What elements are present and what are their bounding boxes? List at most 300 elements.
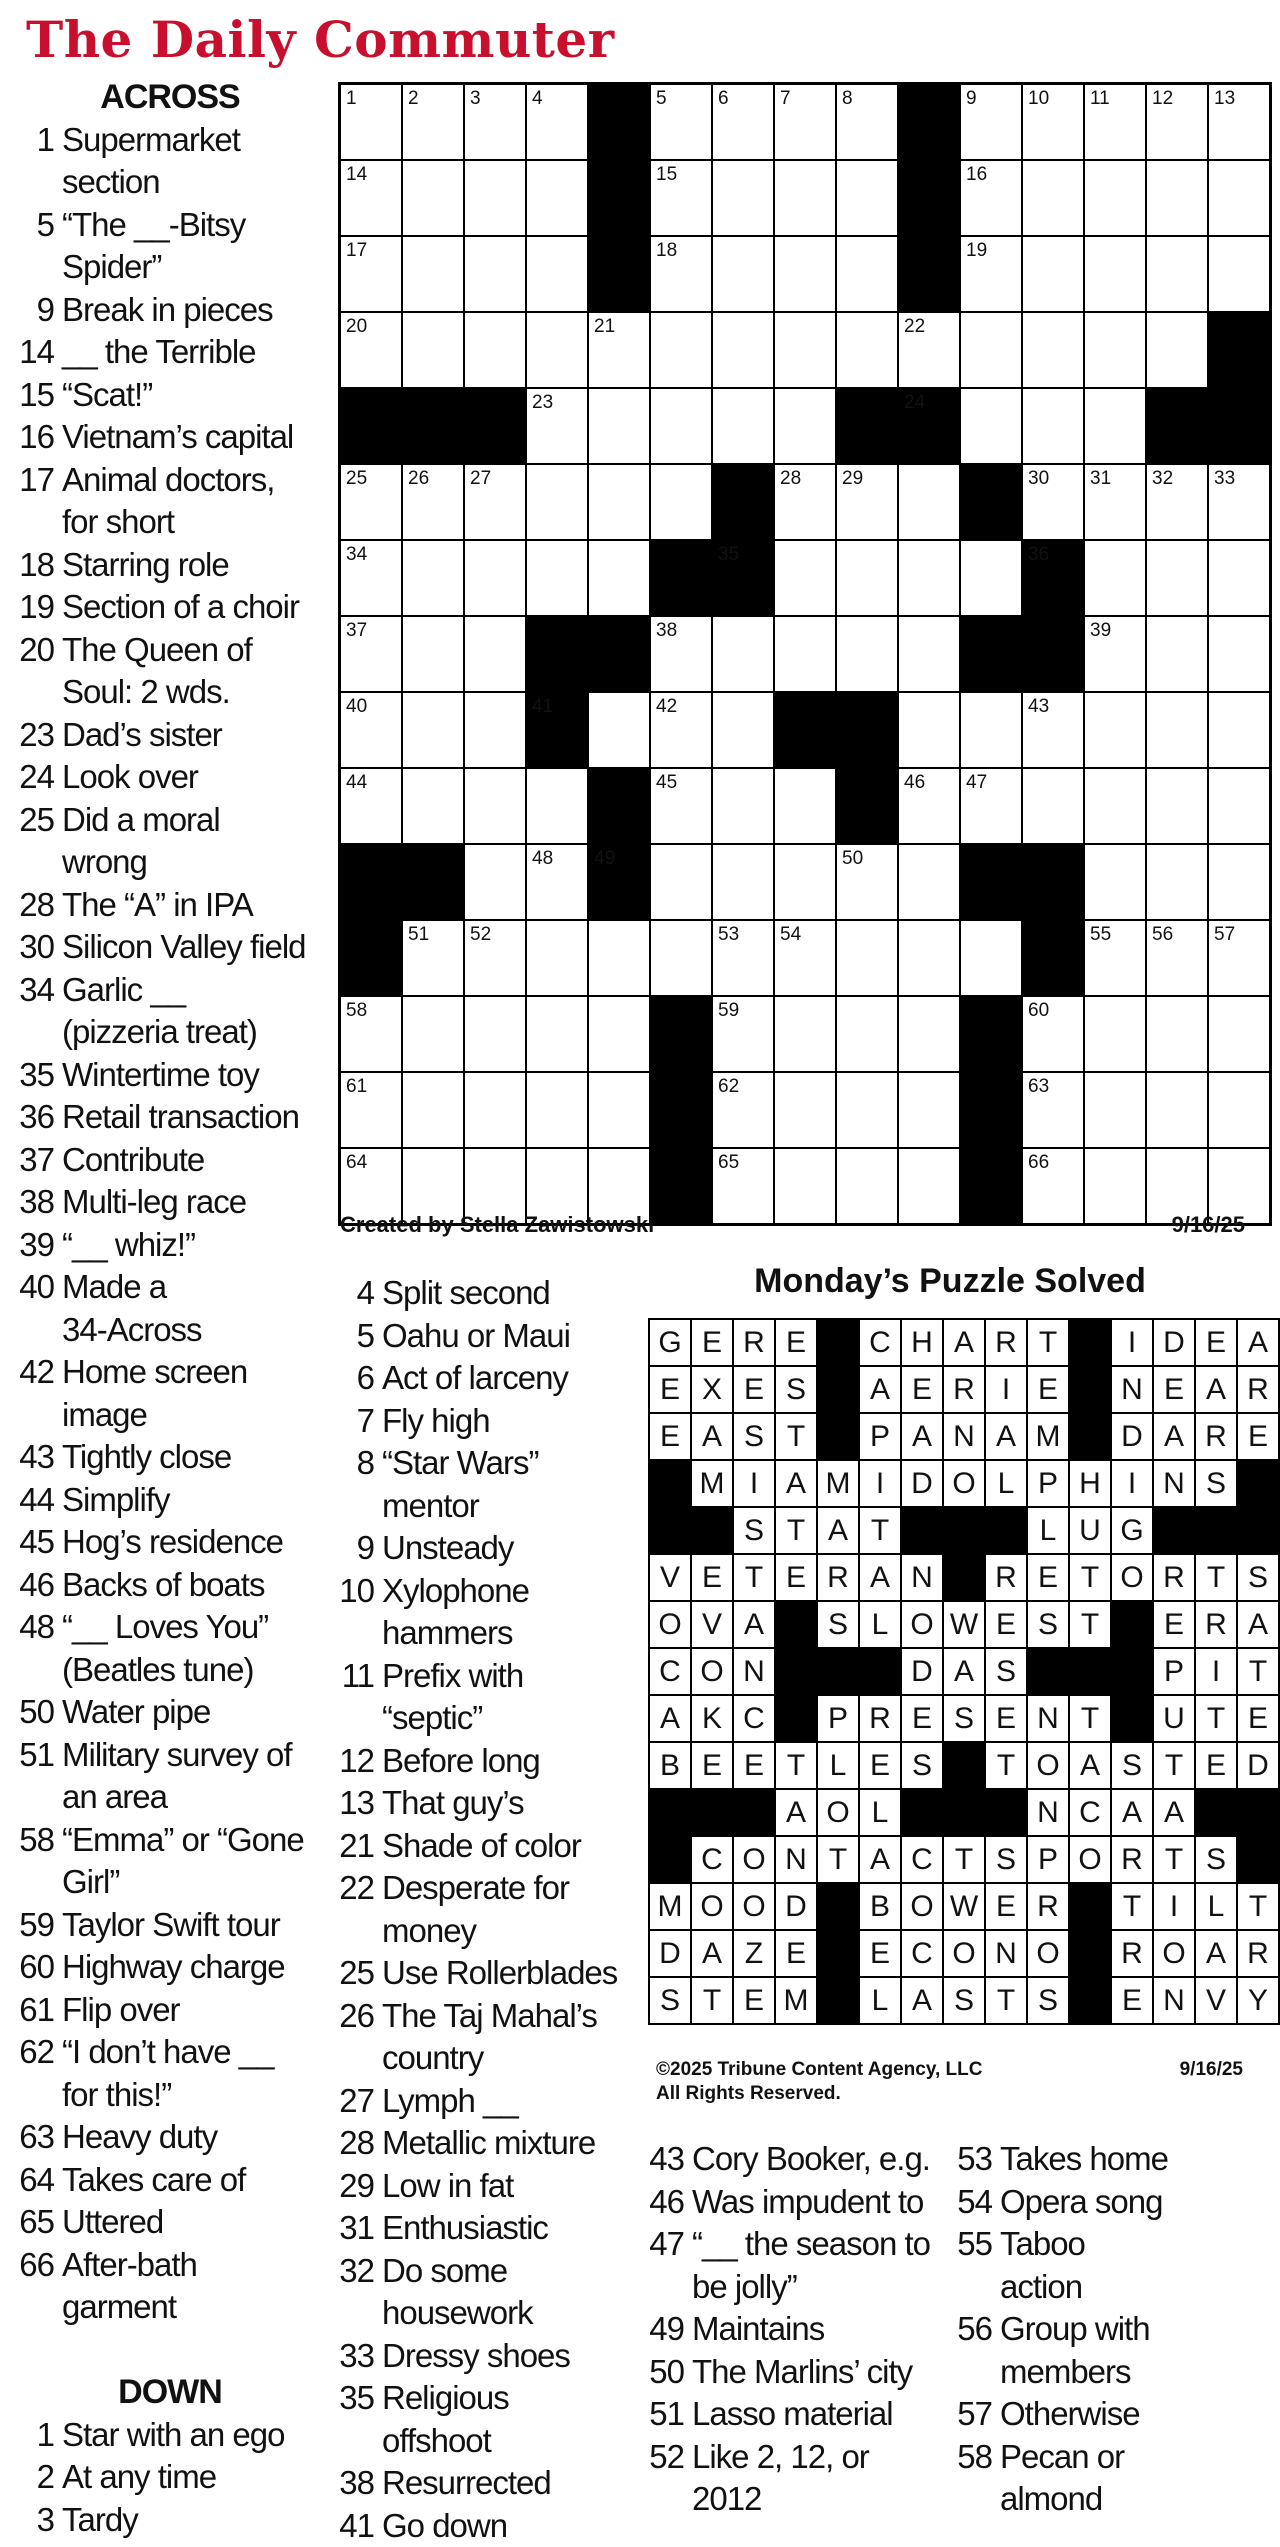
grid-cell[interactable] [403,921,463,995]
clue-number: 14 [14,331,54,374]
grid-cell[interactable] [1209,921,1269,995]
solution-black-square [1238,1508,1278,1553]
solution-letter: A [776,1790,816,1835]
solution-black-square [1070,1931,1110,1976]
clue-item [14,416,326,459]
grid-cell[interactable] [1147,237,1207,311]
grid-cell[interactable] [465,997,525,1071]
solution-letter: N [1154,1978,1194,2023]
grid-cell[interactable] [899,1149,959,1223]
grid-cell[interactable] [1147,997,1207,1071]
clue-text: Supermarket [62,119,326,162]
grid-cell[interactable] [713,1073,773,1147]
grid-cell[interactable] [1023,769,1083,843]
grid-cell[interactable] [403,617,463,691]
grid-cell[interactable] [465,541,525,615]
grid-cell[interactable] [961,693,1021,767]
clue-number [14,2286,54,2329]
solution-letter: N [1028,1790,1068,1835]
grid-cell[interactable] [961,769,1021,843]
grid-cell[interactable] [899,769,959,843]
grid-cell[interactable] [775,541,835,615]
grid-cell[interactable] [589,389,649,463]
grid-cell[interactable] [651,769,711,843]
copyright-line-1: ©2025 Tribune Content Agency, LLC [656,2058,983,2082]
clue-item [954,2138,1254,2181]
grid-cell[interactable] [1085,85,1145,159]
clue-item [14,1989,326,2032]
clue-number: 29 [336,2165,374,2208]
grid-cell[interactable] [403,997,463,1071]
clue-number: 42 [14,1351,54,1394]
grid-cell[interactable] [1023,465,1083,539]
grid-cell[interactable] [403,161,463,235]
clue-text: Lymph __ [382,2080,636,2123]
solution-letter: N [1154,1461,1194,1506]
clue-number: 50 [14,1691,54,1734]
grid-cell[interactable] [775,845,835,919]
grid-cell[interactable] [1147,769,1207,843]
clue-number [954,2478,992,2521]
solution-letter: T [1028,1320,1068,1365]
grid-cell[interactable] [899,1073,959,1147]
grid-cell[interactable] [1209,693,1269,767]
grid-cell[interactable] [713,313,773,387]
grid-cell[interactable] [775,921,835,995]
grid-cell[interactable] [465,313,525,387]
clue-text: Oahu or Maui [382,1315,636,1358]
clue-continuation [14,2286,326,2329]
grid-cell[interactable] [527,389,587,463]
solution-black-square [1112,1649,1152,1694]
clue-text: Was impudent to [692,2181,946,2224]
grid-cell[interactable] [403,85,463,159]
grid-cell[interactable] [1023,389,1083,463]
grid-cell[interactable] [1209,1073,1269,1147]
grid-cell[interactable] [837,541,897,615]
clue-number: 65 [14,2201,54,2244]
grid-cell[interactable] [589,541,649,615]
solution-letter: T [1070,1696,1110,1741]
grid-cell[interactable] [837,313,897,387]
clue-text: for short [62,501,326,544]
grid-cell[interactable] [527,769,587,843]
cell-number: 29 [842,469,863,488]
grid-cell[interactable] [899,997,959,1071]
clue-text: “The __-Bitsy [62,204,326,247]
grid-cell[interactable] [1209,845,1269,919]
clue-continuation [14,1861,326,1904]
clue-number: 59 [14,1904,54,1947]
grid-cell[interactable] [837,1149,897,1223]
clue-text: Dressy shoes [382,2335,636,2378]
grid-cell[interactable] [1209,465,1269,539]
grid-cell[interactable] [403,313,463,387]
grid-cell[interactable] [341,769,401,843]
grid-cell[interactable] [527,313,587,387]
solution-letter: X [692,1367,732,1412]
grid-cell[interactable] [589,1073,649,1147]
grid-cell[interactable] [1147,465,1207,539]
solution-letter: A [1238,1602,1278,1647]
grid-cell[interactable] [713,693,773,767]
clue-item [14,926,326,969]
grid-cell[interactable] [713,997,773,1071]
grid-cell[interactable] [961,313,1021,387]
grid-cell[interactable] [837,997,897,1071]
grid-cell[interactable] [527,85,587,159]
grid-cell[interactable] [1085,769,1145,843]
clue-continuation [14,246,326,289]
grid-cell[interactable] [341,617,401,691]
grid-cell[interactable] [341,161,401,235]
grid-cell[interactable] [1147,617,1207,691]
grid-cell[interactable] [527,921,587,995]
grid-cell[interactable] [775,997,835,1071]
solution-letter: I [986,1367,1026,1412]
clue-item [14,1096,326,1139]
grid-cell[interactable] [775,769,835,843]
grid-cell[interactable] [837,161,897,235]
cell-number: 31 [1090,469,1111,488]
grid-cell[interactable] [651,693,711,767]
grid-cell[interactable] [465,1073,525,1147]
grid-cell[interactable] [527,237,587,311]
grid-cell[interactable] [341,465,401,539]
grid-cell[interactable] [1147,921,1207,995]
solution-letter: L [1196,1884,1236,1929]
grid-cell[interactable] [837,845,897,919]
grid-cell[interactable] [1147,693,1207,767]
solution-letter: R [1196,1414,1236,1459]
clue-item [14,714,326,757]
grid-cell[interactable] [713,85,773,159]
grid-cell[interactable] [1023,313,1083,387]
grid-cell[interactable] [1085,541,1145,615]
clue-item [14,1266,326,1309]
black-square [837,693,897,767]
grid-cell[interactable] [899,921,959,995]
solution-letter: A [902,1978,942,2023]
grid-cell[interactable] [1023,1073,1083,1147]
grid-cell[interactable] [1085,921,1145,995]
clue-item [336,2250,636,2293]
grid-cell[interactable] [837,921,897,995]
grid-cell[interactable] [1085,313,1145,387]
grid-cell[interactable] [713,1149,773,1223]
grid-cell[interactable] [713,617,773,691]
grid-cell[interactable] [1147,313,1207,387]
clue-item [14,459,326,502]
clue-text: Religious [382,2377,636,2420]
grid-cell[interactable] [713,237,773,311]
grid-cell[interactable] [1209,541,1269,615]
grid-cell[interactable] [899,541,959,615]
clue-number: 62 [14,2031,54,2074]
grid-cell[interactable] [775,85,835,159]
clue-continuation [646,2478,946,2521]
solution-letter: T [818,1837,858,1882]
grid-cell[interactable] [961,85,1021,159]
grid-cell[interactable] [403,693,463,767]
clue-number: 58 [954,2436,992,2479]
grid-cell[interactable] [1023,693,1083,767]
grid-cell[interactable] [899,693,959,767]
clue-item [336,1995,636,2038]
clue-number: 35 [14,1054,54,1097]
solution-letter: G [650,1320,690,1365]
grid-cell[interactable] [1023,85,1083,159]
spacer [14,2329,326,2372]
clue-number: 50 [646,2351,684,2394]
grid-cell[interactable] [527,161,587,235]
grid-cell[interactable] [403,1073,463,1147]
black-square [651,1149,711,1223]
solution-letter: D [902,1649,942,1694]
cell-number: 47 [966,773,987,792]
solution-letter: G [1112,1508,1152,1553]
grid-cell[interactable] [651,237,711,311]
solution-black-square [776,1696,816,1741]
cell-number: 20 [346,317,367,336]
clue-text: Soul: 2 wds. [62,671,326,714]
grid-cell[interactable] [651,617,711,691]
solution-letter: L [986,1461,1026,1506]
grid-cell[interactable] [341,85,401,159]
grid-cell[interactable] [341,1073,401,1147]
grid-cell[interactable] [1085,1149,1145,1223]
clue-number: 26 [336,1995,374,2038]
clue-item [14,1819,326,1862]
grid-cell[interactable] [341,313,401,387]
cell-number: 40 [346,697,367,716]
solution-letter: P [860,1414,900,1459]
clue-number: 4 [336,1272,374,1315]
grid-cell[interactable] [1147,85,1207,159]
grid-cell[interactable] [837,465,897,539]
grid-cell[interactable] [651,845,711,919]
grid-cell[interactable] [589,921,649,995]
grid-cell[interactable] [1023,997,1083,1071]
solution-letter: E [650,1367,690,1412]
grid-cell[interactable] [651,465,711,539]
grid-cell[interactable] [465,237,525,311]
grid-cell[interactable] [899,313,959,387]
clue-continuation [336,1485,636,1528]
grid-cell[interactable] [341,997,401,1071]
grid-cell[interactable] [341,541,401,615]
black-square [775,693,835,767]
grid-cell[interactable] [837,1073,897,1147]
grid-cell[interactable] [961,541,1021,615]
grid-cell[interactable] [961,389,1021,463]
grid-cell[interactable] [899,465,959,539]
solution-letter: T [1196,1555,1236,1600]
grid-cell[interactable] [837,617,897,691]
grid-cell[interactable] [465,769,525,843]
solution-black-square [692,1790,732,1835]
grid-cell[interactable] [713,161,773,235]
clue-number: 49 [646,2308,684,2351]
grid-cell[interactable] [961,921,1021,995]
grid-cell[interactable] [465,845,525,919]
grid-cell[interactable] [589,465,649,539]
clue-number: 6 [336,1357,374,1400]
grid-cell[interactable] [1209,997,1269,1071]
grid-cell[interactable] [775,313,835,387]
grid-cell[interactable] [713,389,773,463]
grid-cell[interactable] [589,313,649,387]
solution-letter: T [860,1508,900,1553]
solution-grid [648,1318,1280,2025]
grid-cell[interactable] [527,465,587,539]
clue-number: 61 [14,1989,54,2032]
cell-number: 35 [718,545,739,564]
cell-number: 33 [1214,469,1235,488]
solution-letter: E [776,1931,816,1976]
clue-number [14,161,54,204]
grid-cell[interactable] [341,693,401,767]
grid-cell[interactable] [1023,237,1083,311]
grid-cell[interactable] [961,161,1021,235]
grid-cell[interactable] [403,769,463,843]
grid-cell[interactable] [465,465,525,539]
solution-black-square [1112,1696,1152,1741]
grid-cell[interactable] [651,389,711,463]
clue-number: 21 [336,1825,374,1868]
grid-cell[interactable] [527,1073,587,1147]
grid-cell[interactable] [651,85,711,159]
grid-cell[interactable] [527,997,587,1071]
grid-cell[interactable] [527,845,587,919]
clue-item [336,1952,636,1995]
grid-cell[interactable] [341,237,401,311]
grid-cell[interactable] [589,693,649,767]
clue-number [14,671,54,714]
clue-item [14,2414,326,2457]
grid-cell[interactable] [465,617,525,691]
grid-cell[interactable] [1085,389,1145,463]
grid-cell[interactable] [899,617,959,691]
solution-letter: T [1154,1837,1194,1882]
solution-letter: I [860,1461,900,1506]
clue-number: 38 [14,1181,54,1224]
clue-text: “__ the season to [692,2223,946,2266]
grid-cell[interactable] [651,161,711,235]
solution-letter: I [1154,1884,1194,1929]
grid-cell[interactable] [1147,541,1207,615]
grid-cell[interactable] [1147,845,1207,919]
grid-cell[interactable] [1209,161,1269,235]
solution-black-square [818,1414,858,1459]
grid-cell[interactable] [775,465,835,539]
solution-letter: E [1028,1367,1068,1412]
grid-cell[interactable] [1085,465,1145,539]
grid-cell[interactable] [961,237,1021,311]
grid-cell[interactable] [713,769,773,843]
clue-item [336,1315,636,1358]
grid-cell[interactable] [1023,1149,1083,1223]
grid-cell[interactable] [713,845,773,919]
cell-number: 54 [780,925,801,944]
grid-cell[interactable] [465,161,525,235]
clue-text: Shade of color [382,1825,636,1868]
grid-cell[interactable] [1209,617,1269,691]
grid-cell[interactable] [713,921,773,995]
solution-letter: O [734,1884,774,1929]
solution-letter: S [986,1837,1026,1882]
grid-cell[interactable] [403,237,463,311]
grid-cell[interactable] [1085,1073,1145,1147]
grid-cell[interactable] [775,161,835,235]
clue-item [646,2223,946,2266]
grid-cell[interactable] [651,921,711,995]
clue-text: hammers [382,1612,636,1655]
cell-number: 42 [656,697,677,716]
grid-cell[interactable] [775,237,835,311]
clue-text: housework [382,2292,636,2335]
clue-text: Hog’s residence [62,1521,326,1564]
grid-cell[interactable] [1209,237,1269,311]
solution-letter: W [944,1602,984,1647]
grid-cell[interactable] [1147,161,1207,235]
grid-cell[interactable] [1209,769,1269,843]
cell-number: 1 [346,89,357,108]
cell-number: 61 [346,1077,367,1096]
grid-cell[interactable] [1085,997,1145,1071]
grid-cell[interactable] [651,313,711,387]
solution-letter: T [692,1978,732,2023]
clue-text: garment [62,2286,326,2329]
cell-number: 23 [532,393,553,412]
clue-text: (Beatles tune) [62,1649,326,1692]
grid-cell[interactable] [775,389,835,463]
grid-cell[interactable] [1085,845,1145,919]
grid-cell[interactable] [1085,161,1145,235]
grid-cell[interactable] [837,237,897,311]
grid-cell[interactable] [1085,693,1145,767]
grid-cell[interactable] [1147,1073,1207,1147]
clue-number: 18 [14,544,54,587]
solution-letter: N [986,1931,1026,1976]
grid-cell[interactable] [527,541,587,615]
grid-cell[interactable] [775,1073,835,1147]
black-square [589,769,649,843]
grid-cell[interactable] [465,693,525,767]
grid-cell[interactable] [403,541,463,615]
grid-cell[interactable] [465,85,525,159]
grid-cell[interactable] [1085,617,1145,691]
solution-letter: V [692,1602,732,1647]
grid-cell[interactable] [1085,237,1145,311]
grid-cell[interactable] [1023,161,1083,235]
grid-cell[interactable] [589,997,649,1071]
grid-cell[interactable] [837,85,897,159]
grid-cell[interactable] [899,845,959,919]
clue-number: 19 [14,586,54,629]
clue-text: The Queen of [62,629,326,672]
grid-cell[interactable] [1209,85,1269,159]
black-square [961,465,1021,539]
grid-cell[interactable] [775,1149,835,1223]
crossword-grid[interactable] [338,82,1272,1226]
solution-letter: T [986,1743,1026,1788]
grid-cell[interactable] [775,617,835,691]
grid-cell[interactable] [465,921,525,995]
grid-cell[interactable] [403,465,463,539]
solution-black-square [902,1508,942,1553]
clue-text: Military survey of [62,1734,326,1777]
